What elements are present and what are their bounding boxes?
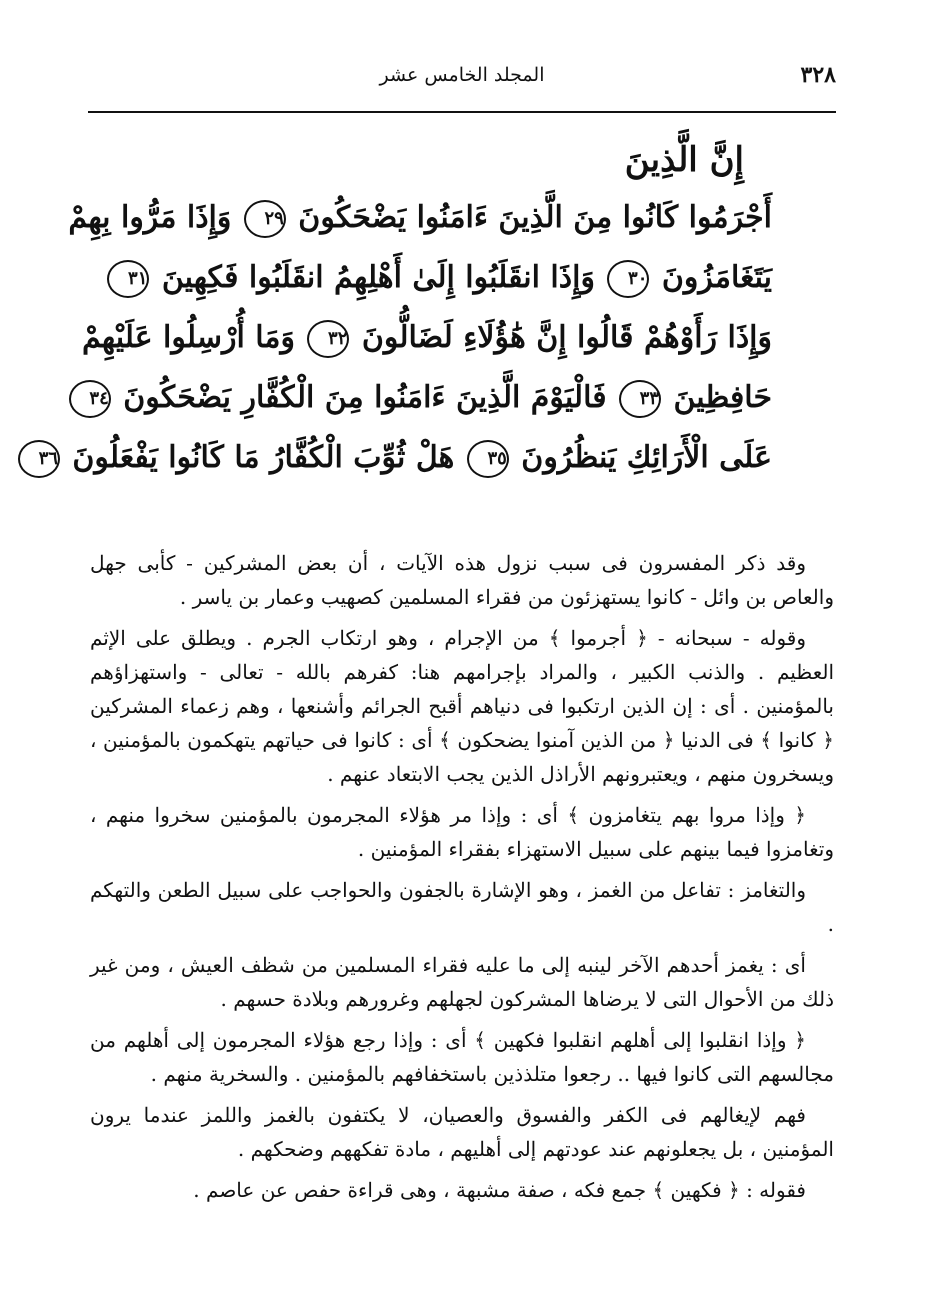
commentary-paragraph: والتغامز : تفاعل من الغمز ، وهو الإشارة بالجفون والحواجب على سبيل الطعن والتهكم . xyxy=(90,878,834,936)
page-number: ٣٢٨ xyxy=(800,62,836,88)
commentary-text xyxy=(90,546,834,1214)
commentary-paragraph: ﴿ وإذا مروا بهم يتغامزون ﴾ أى : وإذا مر هؤلاء المجرمون بالمؤمنين سخروا منهم ، وتغامزوا فيما بينهم على سبيل الاستهزاء بفقراء المؤمنين . xyxy=(90,803,834,861)
header-divider xyxy=(88,111,836,113)
commentary-paragraph: فقوله : ﴿ فكهين ﴾ جمع فكه ، صفة مشبهة ، وهى قراءة حفص عن عاصم . xyxy=(193,1178,806,1202)
verse-line-1 xyxy=(68,188,772,248)
ayah-number-marker: ٣٤ xyxy=(69,380,111,418)
ayah-number-marker: ٣٢ xyxy=(307,320,349,358)
verse-text: وَإِذَا انقَلَبُوا إِلَىٰ أَهْلِهِمُ انقَلَبُوا فَكِهِينَ xyxy=(161,260,595,295)
ayah-number-marker: ٣٣ xyxy=(619,380,661,418)
commentary-paragraph: أى : يغمز أحدهم الآخر لينبه إلى ما عليه فقراء المسلمين من شظف العيش ، ومن غير ذلك من الأحوال التى لا يرضاها المشركون لجهلهم وغرورهم وبلادة حسهم . xyxy=(90,953,834,1011)
commentary-paragraph: وقد ذكر المفسرون فى سبب نزول هذه الآيات ، أن بعض المشركين - كأبى جهل والعاص بن وائل - كانوا يستهزئون من فقراء المسلمين كصهيب وعمار بن ياسر . xyxy=(90,551,834,609)
verse-line-2 xyxy=(128,248,772,308)
verse-text: هَلْ ثُوِّبَ الْكُفَّارُ مَا كَانُوا يَفْعَلُونَ xyxy=(72,440,455,475)
ayah-number-marker: ٣٥ xyxy=(467,440,509,478)
verse-text: حَافِظِينَ xyxy=(673,380,772,415)
verse-line-3 xyxy=(81,308,772,368)
verse-text: يَتَغَامَزُونَ xyxy=(661,260,772,295)
verse-text: وَإِذَا رَأَوْهُمْ قَالُوا إِنَّ هَٰؤُلَاءِ لَضَالُّونَ xyxy=(361,320,772,355)
ayah-number-marker: ٣٠ xyxy=(607,260,649,298)
ayah-number-marker: ٣١ xyxy=(107,260,149,298)
running-title: المجلد الخامس عشر xyxy=(379,64,545,86)
verse-text: وَإِذَا مَرُّوا بِهِمْ xyxy=(68,200,232,235)
verse-text: فَالْيَوْمَ الَّذِينَ ءَامَنُوا مِنَ الْكُفَّارِ يَضْحَكُونَ xyxy=(123,380,607,415)
verse-line-4 xyxy=(89,368,772,428)
quran-verses xyxy=(38,132,772,488)
verse-line-5 xyxy=(38,428,772,488)
ayah-number-marker: ٣٦ xyxy=(18,440,60,478)
verse-text: وَمَا أُرْسِلُوا عَلَيْهِمْ xyxy=(81,320,295,355)
verse-text: أَجْرَمُوا كَانُوا مِنَ الَّذِينَ ءَامَنُوا يَضْحَكُونَ xyxy=(298,200,772,235)
verse-text: عَلَى الْأَرَائِكِ يَنظُرُونَ xyxy=(521,440,772,475)
commentary-paragraph: وقوله - سبحانه - ﴿ أجرموا ﴾ من الإجرام ، وهو ارتكاب الجرم . ويطلق على الإثم العظيم . والذنب الكبير ، والمراد بإجرامهم هنا: كفرهم بالله - تعالى - واستهزاؤهم بالمؤمنين . أى : إن الذين ارتكبوا فى دنياهم أقبح الجرائم وأشنعها ، وهم زعماء المشركين ﴿ كانوا ﴾ فى الدنيا ﴿ من الذين آمنوا يضحكون ﴾ أى : كانوا فى حياتهم يتهكمون بالمؤمنين ، ويسخرون منهم ، ويعتبرونهم الأراذل الذين يجب الابتعاد عنهم . xyxy=(90,626,834,786)
commentary-paragraph: فهم لإيغالهم فى الكفر والفسوق والعصيان، لا يكتفون بالغمز واللمز عندما يرون المؤمنين ، بل يجعلونهم عند عودتهم إلى أهليهم ، مادة تفكههم وضحكهم . xyxy=(90,1103,834,1161)
page-header xyxy=(88,58,836,98)
ayah-number-marker: ٢٩ xyxy=(244,200,286,238)
commentary-paragraph: ﴿ وإذا انقلبوا إلى أهلهم انقلبوا فكهين ﴾ أى : وإذا رجع هؤلاء المجرمون إلى أهلهم من مجالسهم التى كانوا فيها .. رجعوا متلذذين باستخفافهم بالمؤمنين . والسخرية منهم . xyxy=(90,1028,834,1086)
verse-opening: إِنَّ الَّذِينَ xyxy=(624,140,744,180)
